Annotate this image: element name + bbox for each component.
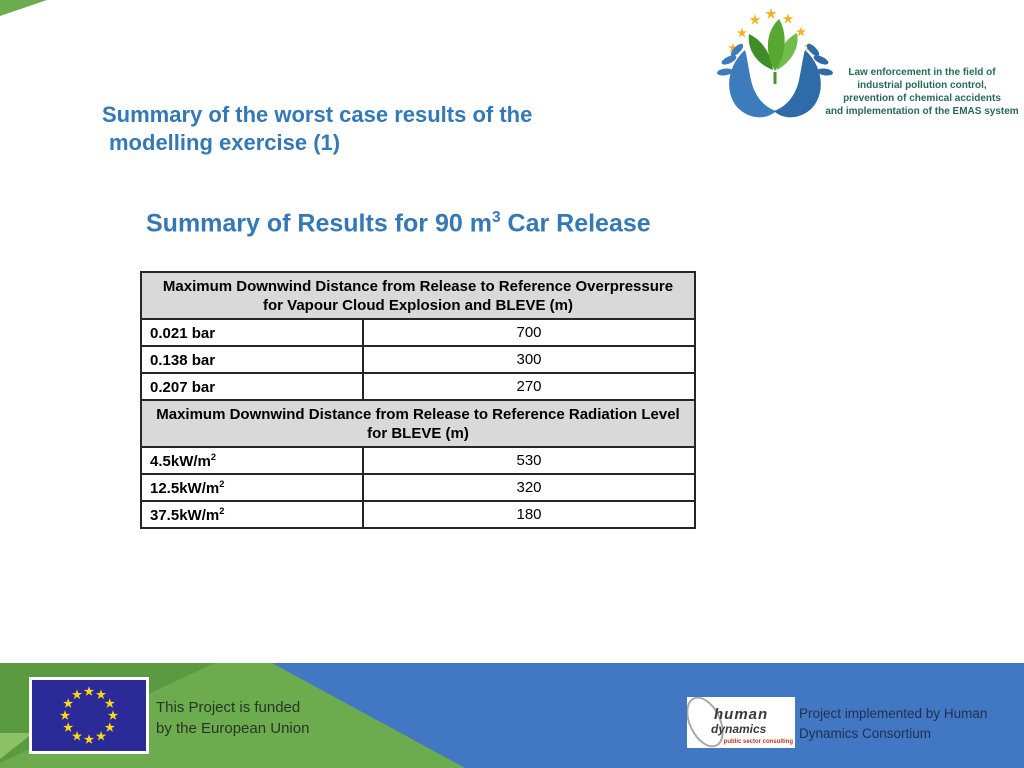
table-row xyxy=(141,474,695,501)
emblem-caption-line: and implementation of the EMAS system xyxy=(825,106,1019,117)
hd-logo-tagline: public sector consulting xyxy=(723,739,793,745)
results-table xyxy=(140,271,696,529)
table-row xyxy=(141,319,695,346)
row-label xyxy=(141,474,363,501)
table-caption-text: Summary of Results for 90 m xyxy=(146,209,492,238)
row-value: 700 xyxy=(363,319,695,346)
table-caption-text2: Car Release xyxy=(500,209,651,238)
funded-by-line1: This Project is funded xyxy=(156,699,301,716)
hd-logo-word2: dynamics xyxy=(711,722,767,736)
table-section-header-row xyxy=(141,400,695,447)
table-caption-sup: 3 xyxy=(491,209,501,226)
hd-logo-word1: human xyxy=(714,706,769,723)
emblem-caption-line: prevention of chemical accidents xyxy=(843,93,1001,104)
row-value: 320 xyxy=(363,474,695,501)
leaves-icon xyxy=(749,19,798,84)
slide-title-line1: Summary of the worst case results of the xyxy=(102,102,533,127)
emblem-caption xyxy=(822,66,1022,118)
project-emblem-hands-icon xyxy=(715,8,835,126)
table-row xyxy=(141,346,695,373)
slide-title-line2: modelling exercise (1) xyxy=(109,130,341,155)
section-header-overpressure: Maximum Downwind Distance from Release to Reference Overpressure for Vapour Cloud Explosion and BLEVE (m) xyxy=(141,272,695,319)
implemented-by-line2: Dynamics Consortium xyxy=(799,726,932,741)
human-dynamics-logo xyxy=(687,697,795,748)
implemented-by-line1: Project implemented by Human xyxy=(799,706,988,721)
row-label-sup: 2 xyxy=(210,451,217,462)
row-label xyxy=(141,501,363,528)
row-value: 300 xyxy=(363,346,695,373)
funded-by-line2: by the European Union xyxy=(156,720,310,737)
eu-flag xyxy=(29,677,149,754)
row-label-sup: 2 xyxy=(219,478,225,489)
row-label-text: 12.5kW/m xyxy=(150,479,220,497)
emblem-caption-line: Law enforcement in the field of xyxy=(848,67,996,78)
row-label-text: 37.5kW/m xyxy=(150,506,220,524)
row-value: 180 xyxy=(363,501,695,528)
row-label-text: 0.207 bar xyxy=(150,378,216,396)
row-label-text: 0.138 bar xyxy=(150,351,216,369)
funded-by-text xyxy=(156,697,309,739)
row-label xyxy=(141,346,363,373)
implemented-by-text xyxy=(799,704,987,744)
corner-accent-triangle xyxy=(0,0,48,17)
row-label xyxy=(141,447,363,474)
table-section-header-row xyxy=(141,272,695,319)
row-label-text: 0.021 bar xyxy=(150,324,216,342)
row-label xyxy=(141,373,363,400)
table-row xyxy=(141,373,695,400)
row-label xyxy=(141,319,363,346)
table-row xyxy=(141,501,695,528)
slide-title xyxy=(102,101,662,157)
row-label-sup: 2 xyxy=(219,505,225,516)
row-label-text: 4.5kW/m xyxy=(150,452,211,470)
row-value: 530 xyxy=(363,447,695,474)
emblem-caption-line: industrial pollution control, xyxy=(857,80,987,91)
row-value: 270 xyxy=(363,373,695,400)
section-header-radiation: Maximum Downwind Distance from Release to Reference Radiation Level for BLEVE (m) xyxy=(141,400,695,447)
table-caption xyxy=(146,209,746,238)
table-row xyxy=(141,447,695,474)
